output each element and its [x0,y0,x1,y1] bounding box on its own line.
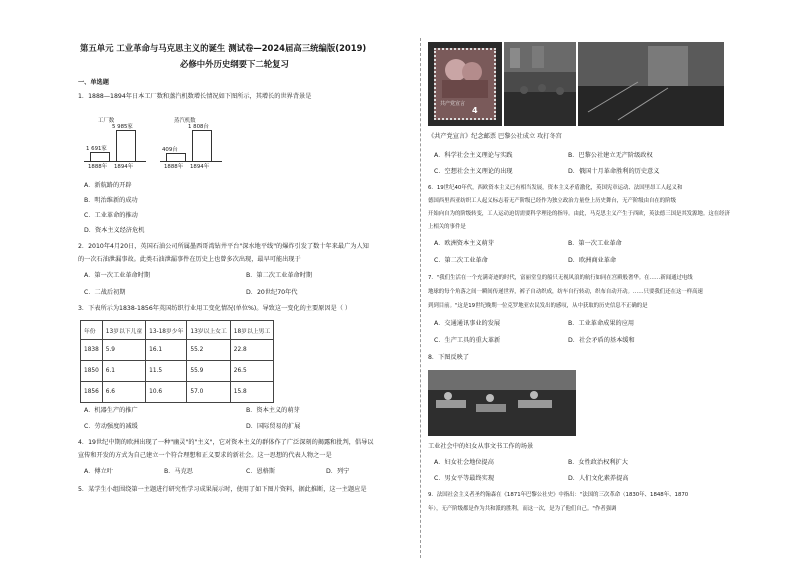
table-header: 13-18岁少年 [146,321,187,340]
portrait-graphic [436,50,494,118]
q8-image-caption: 工业社会中的妇女从事文书工作的场景 [428,443,534,450]
q5-option-b[interactable]: B．巴黎公社建立无产阶级政权 [568,152,653,159]
chart-value-label: 5 985家 [112,124,133,130]
q2-option-d[interactable]: D．20世纪70年代 [246,289,298,296]
q6-stem-line4: 上相关的事件是 [428,224,466,230]
q7-stem-line2: 地球的每个角落之间一瞬间传递世界，裤子自动织成，纺车自行转动，织布自动开动。……只要我们还在这一样高速 [428,289,703,295]
q3-option-b[interactable]: B．资本主义的萌芽 [246,407,300,414]
table-cell: 10.6 [146,382,187,403]
q6-stem-line3: 开始向自为的阶级转变，工人运动迫切需要科学理论的指导。由此，马克思主义产生于西欧，英法德三国是其发源地。这在经济 [428,211,730,217]
q7-stem-line3: 到到目前。"这是19世纪晚期一位克罗地亚农民发出的感叹，从中获取的历史信息不正确的是 [428,303,648,309]
q4-stem-line1: 4．19世纪中期的欧洲出现了一种"幽灵"的"主义"，它对资本主义的群体作了广泛深刻的揭露和批判，倡导以 [78,439,374,446]
q5-stem: 5．某学生小组围绕第一主题进行研究性学习成果展示时，使用了如下图片资料，据此推断，这一主题应是 [78,486,367,493]
table-cell: 57.0 [187,382,230,403]
factory-steam-chart [84,116,294,172]
manifesto-stamp-image [428,42,502,126]
q4-option-c[interactable]: C．恩格斯 [246,468,276,475]
table-cell: 15.8 [230,382,273,403]
q3-stem: 3．下表所示为1838-1856年英国纺织行业用工变化情况(单位%)。导致这一变化的主要原因是（ ） [78,305,352,312]
chart-bar [116,130,136,162]
stamp-title: 共产党宣言 [440,101,466,107]
crowd-graphic [504,42,576,126]
winter-palace-image [578,42,724,126]
chart-value-label: 1 808台 [188,124,209,130]
table-row [81,361,274,382]
q3-option-c[interactable]: C．劳动强度的减缓 [84,423,138,430]
chart-value-label: 409台 [162,147,178,153]
chart-axis-engines [160,161,222,162]
stamp-value: 4 [472,106,478,115]
table-cell: 5.9 [102,340,145,361]
table-cell: 55.9 [187,361,230,382]
chart-group-label-factories: 工厂数 [98,118,115,124]
q3-option-a[interactable]: A．机器生产的推广 [84,407,138,414]
q9-stem-line2: 年），无产阶级都是作为共和派的胜利，而这一次，是为了他们自己。"作者强调 [428,506,617,512]
q6-stem-line1: 6．19世纪40年代，西欧资本主义已有相当发展，资本主义矛盾激化，英国宪章运动、法国里昂工人起义和 [428,185,683,191]
section-heading: 一、单选题 [78,79,109,86]
q9-stem-line1: 9．法国社会主义者圣约翰森在《1871年巴黎公社史》中指出："法国的三次革命（1830年、1848年、1870 [428,492,689,498]
table-cell: 1838 [81,340,103,361]
q7-stem-line1: 7．"我们生活在一个充满奇迹的时代，富丽堂皇的船只无视风浪的航行如同在宫殿般奢华。在……新闻通过电线 [428,275,693,281]
table-cell: 11.5 [146,361,187,382]
q8-option-c[interactable]: C．男女平等最终实现 [434,475,495,482]
q2-option-a[interactable]: A．第一次工业革命时期 [84,272,151,279]
table-cell: 6.6 [102,382,145,403]
q1-option-b[interactable]: B．明治维新的成功 [84,197,138,204]
table-row [81,340,274,361]
q7-option-c[interactable]: C．生产工具的重大革新 [434,337,501,344]
chart-bar [192,130,212,162]
exam-title-line1: 第五单元 工业革命与马克思主义的诞生 测试卷—2024届高三统编版(2019) [80,43,367,53]
q1-option-d[interactable]: D．资本主义经济危机 [84,227,145,234]
q8-option-b[interactable]: B．女性政治权利扩大 [568,459,628,466]
chart-axis-factories [84,161,146,162]
table-header: 13岁以下儿童 [102,321,145,340]
q1-option-a[interactable]: A．新航路的开辟 [84,182,132,189]
q7-option-b[interactable]: B．工业革命成果的应用 [568,320,635,327]
image-caption: 《共产党宣言》纪念邮票 巴黎公社成立 攻打冬宫 [428,133,562,140]
office-graphic [428,370,576,436]
chart-category-label: 1894年 [190,164,210,170]
table-row [81,382,274,403]
office-women-image [428,370,576,436]
chart-category-label: 1888年 [164,164,184,170]
table-header: 年份 [81,321,103,340]
q3-option-d[interactable]: D．国际贸易的扩展 [246,423,301,430]
q8-option-d[interactable]: D．人们文化素养提高 [568,475,629,482]
chart-category-label: 1894年 [114,164,134,170]
q7-option-a[interactable]: A．交通通讯事业的发展 [434,320,501,327]
q6-option-d[interactable]: D．欧洲商业革命 [568,257,617,264]
q4-option-b[interactable]: B．马克思 [164,468,193,475]
table-cell: 26.5 [230,361,273,382]
q8-option-a[interactable]: A．妇女社会地位提高 [434,459,494,466]
q2-option-b[interactable]: B．第二次工业革命时期 [246,272,313,279]
q1-stem: 1．1888—1894年日本工厂数和蒸汽机数增长情况如下图所示，其增长的世界背景是 [78,93,312,100]
table-cell: 6.1 [102,361,145,382]
table-cell: 55.2 [187,340,230,361]
table-header-row [81,321,274,340]
table-cell: 16.1 [146,340,187,361]
q5-option-d[interactable]: D．俄国十月革命胜利的历史意义 [568,168,660,175]
exam-title-line2: 必修中外历史纲要下二轮复习 [180,59,289,69]
q6-option-a[interactable]: A．欧洲资本主义萌芽 [434,240,494,247]
table-header: 18岁以上男工 [230,321,273,340]
q8-stem: 8．下图反映了 [428,354,470,361]
q4-option-d[interactable]: D．列宁 [326,468,350,475]
table-cell: 22.8 [230,340,273,361]
table-cell: 1850 [81,361,103,382]
q5-option-a[interactable]: A．科学社会主义理论与实践 [434,152,513,159]
chart-value-label: 1 691家 [86,146,107,152]
q6-option-c[interactable]: C．第二次工业革命 [434,257,488,264]
column-divider [420,38,421,558]
q4-option-a[interactable]: A．傅立叶 [84,468,113,475]
q6-option-b[interactable]: B．第一次工业革命 [568,240,622,247]
q5-option-c[interactable]: C．空想社会主义理论的出现 [434,168,513,175]
q2-stem-line2: 的一次石油泄漏事故。此类石油泄漏事件在历史上也曾多次出现，最早可能出现于 [78,256,301,263]
chart-category-label: 1888年 [88,164,108,170]
q2-option-c[interactable]: C．二战后初期 [84,289,126,296]
storming-graphic [578,42,724,126]
q7-option-d[interactable]: D．社会矛盾的基本缓和 [568,337,635,344]
table-cell: 1856 [81,382,103,403]
q1-option-c[interactable]: C．工业革命的推动 [84,212,138,219]
stamp-face [434,48,496,120]
q4-stem-line2: 宣传和开发的方式为自己建立一个符合理想和正义要求的新社会。这一思想的代表人物之一是 [78,452,332,459]
q3-table [80,320,274,403]
table-header: 13岁以上女工 [187,321,230,340]
q6-stem-line2: 德国西里西亚纺织工人起义标志着无产阶级已经作为独立政治力量登上历史舞台，无产阶级由自在的阶级 [428,198,676,204]
chart-group-label-engines: 蒸汽机数 [174,118,196,124]
q2-stem-line1: 2．2010年4月20日，英国石油公司所属墨西哥湾钻井平台"深水地平线"的爆炸引发了数十年来最广为人知 [78,243,369,250]
paris-commune-image [504,42,576,126]
